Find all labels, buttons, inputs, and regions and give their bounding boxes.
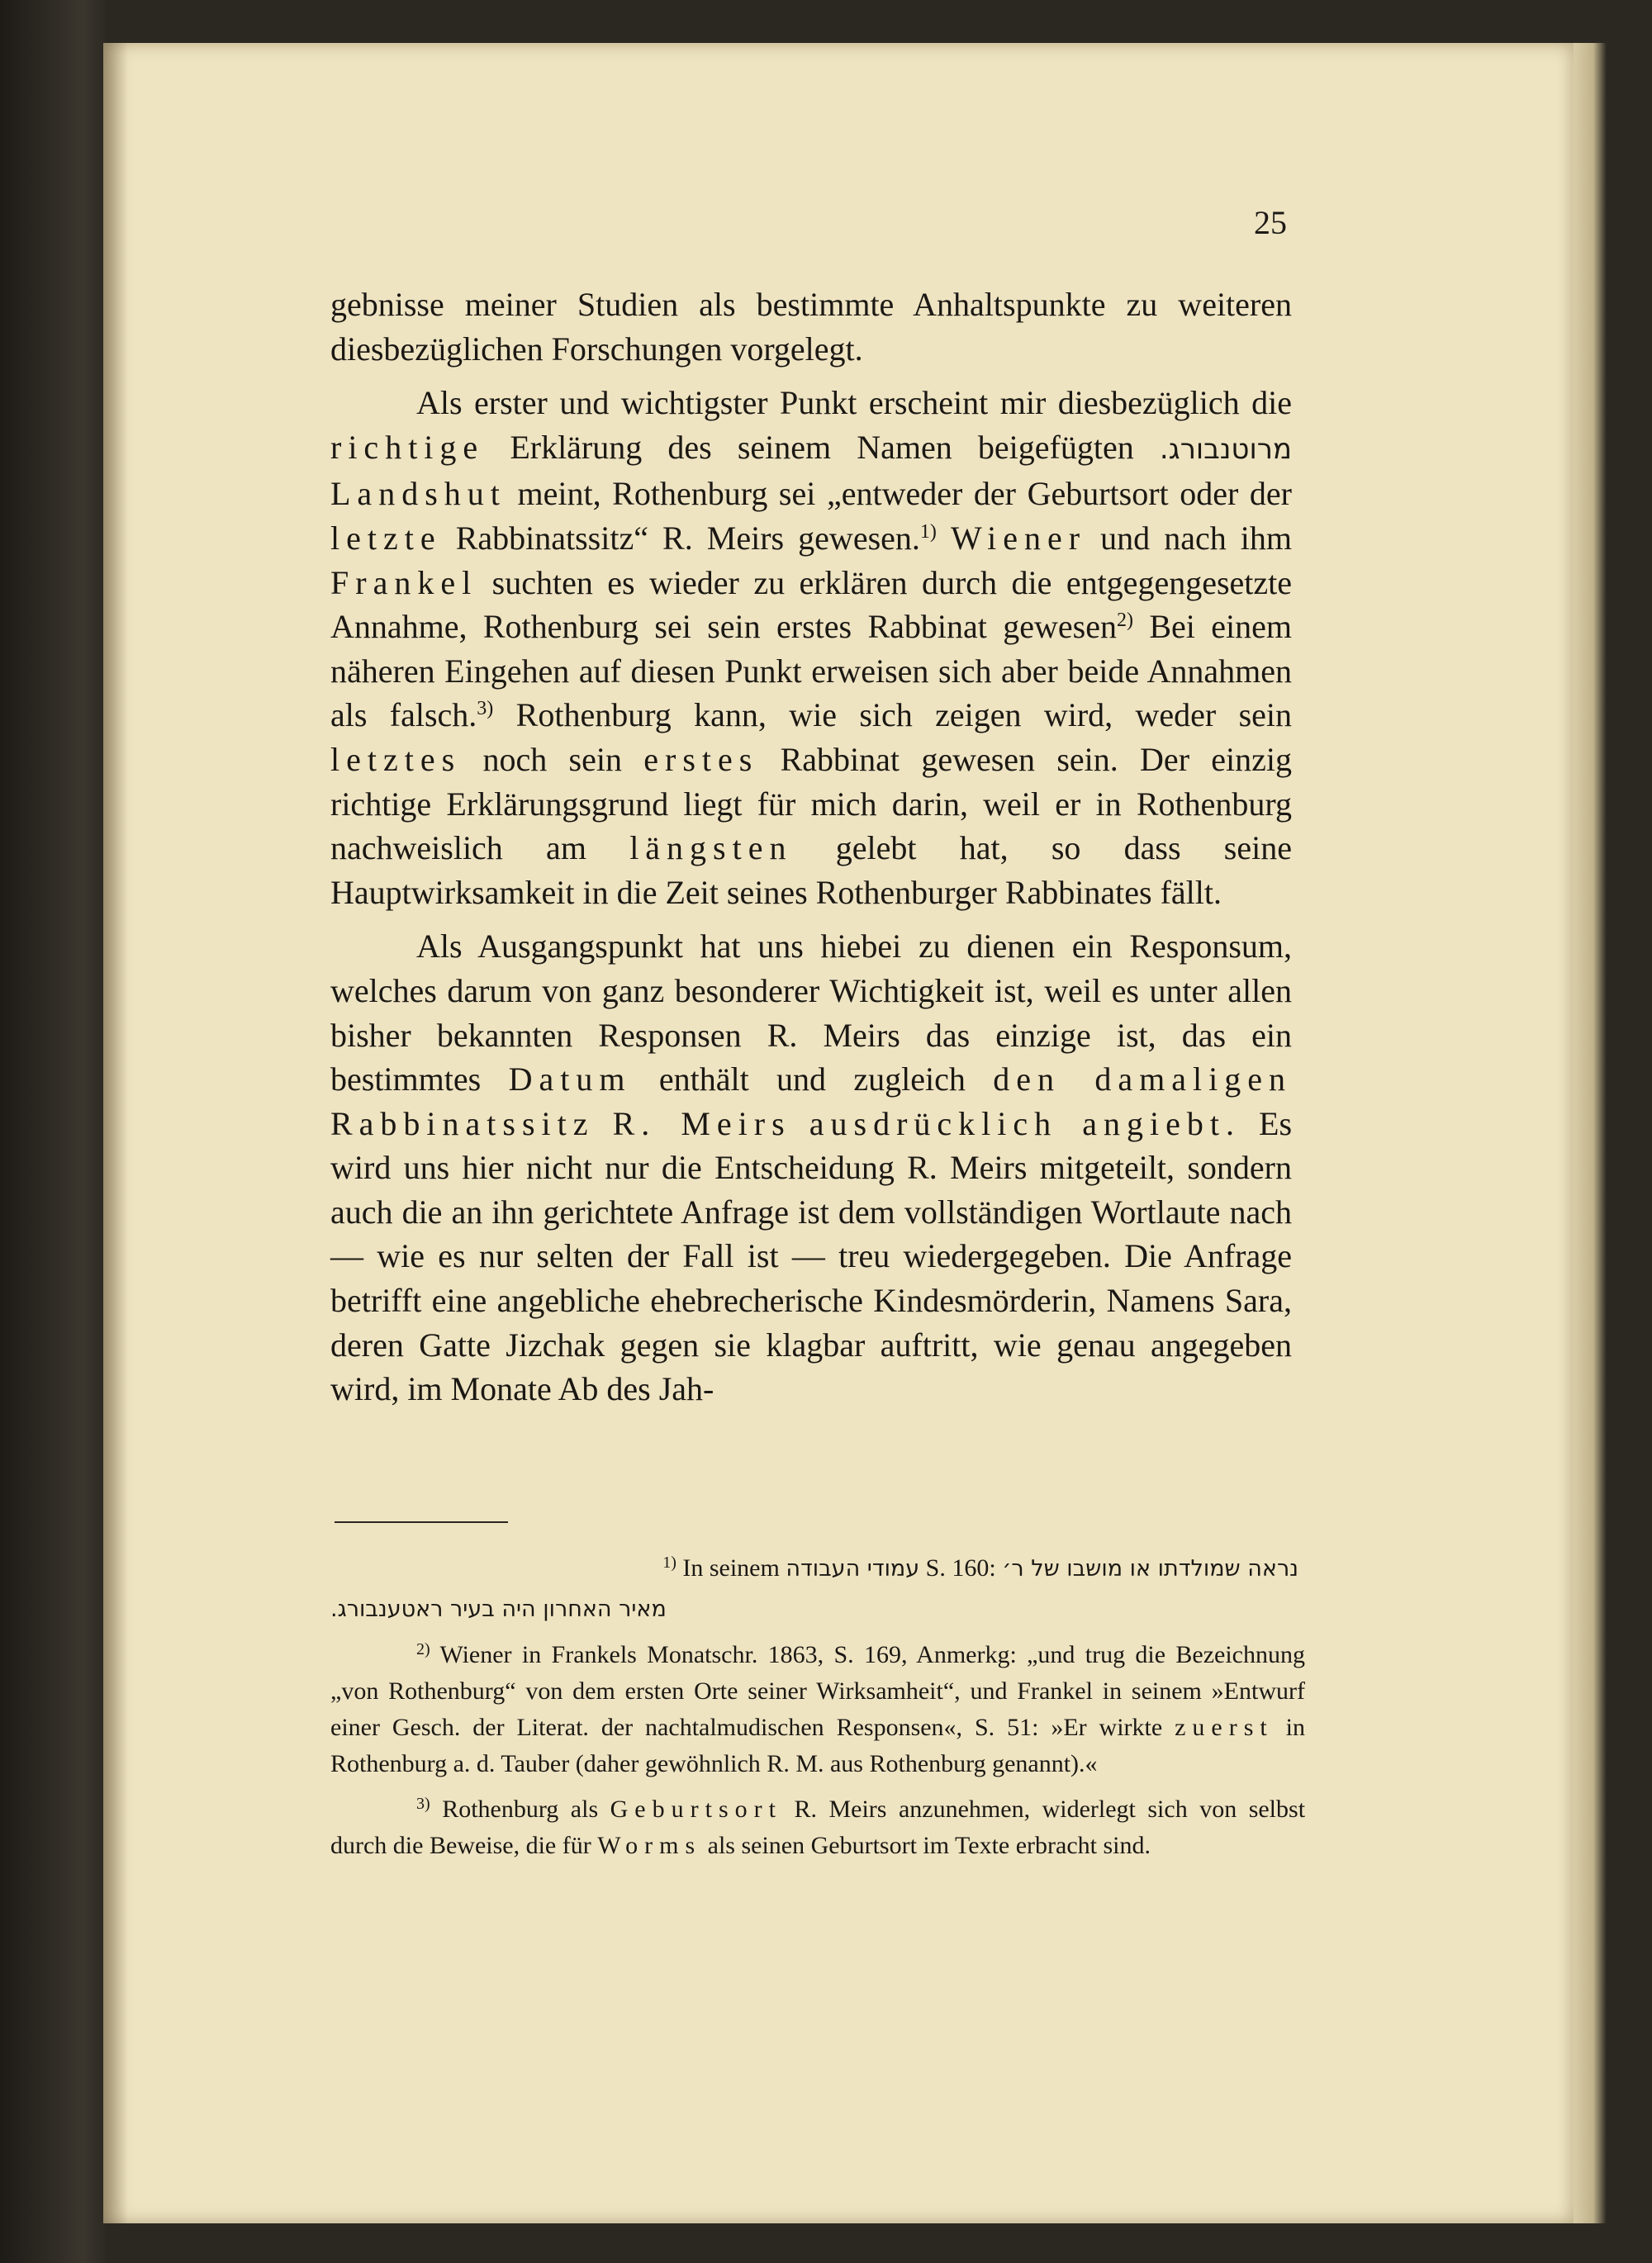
footnote-number: 2) [416, 1640, 430, 1658]
spaced-emphasis: Worms [597, 1832, 702, 1859]
footnotes [330, 1544, 1305, 1864]
spaced-emphasis: erstes [643, 740, 759, 778]
footnote-1-continued [330, 1591, 1305, 1628]
spaced-emphasis: Landshut [330, 475, 506, 513]
spaced-emphasis: längsten [629, 829, 793, 867]
spaced-emphasis: Datum [508, 1060, 632, 1098]
footnote-divider [335, 1521, 508, 1523]
footnote-ref[interactable]: 3) [477, 698, 494, 720]
footnote-1 [330, 1544, 1305, 1587]
footnote-3 [330, 1786, 1305, 1864]
hebrew-text: עמודי העבודה [786, 1556, 920, 1582]
text-run: Als erster und wichtigster Punkt erscheint mir diesbezüglich die [416, 384, 1292, 422]
spaced-emphasis: letztes [330, 740, 462, 778]
text-run: S. 160: [925, 1554, 996, 1582]
paragraph-2 [330, 381, 1292, 914]
text-run: Erklärung des seinem Namen beigefügten [510, 428, 1134, 466]
text-run: enthält und zugleich [658, 1060, 966, 1098]
text-run: meint, Rothenburg sei „entweder der Geburtsort oder der [517, 475, 1292, 513]
text-run: gelebt hat, so dass seine Hauptwirksamkeit in die Zeit seines Rothenburger Rabbinates fällt. [330, 829, 1292, 911]
text-run: Bei einem näheren Eingehen auf diesen Punkt erweisen sich aber beide Annahmen als falsch. [330, 608, 1292, 734]
text-run: als seinen Geburtsort im Texte erbracht sind. [707, 1832, 1151, 1859]
text-run: Rothenburg kann, wie sich zeigen wird, weder sein [515, 696, 1293, 734]
text-run: Rabbinat gewesen sein. Der einzig richtige Erklärungsgrund liegt für mich darin, weil er in Rothenburg nachweislich am [330, 740, 1293, 867]
spaced-emphasis: Geburtsort [610, 1796, 782, 1823]
spaced-emphasis: letzte [330, 519, 442, 557]
paragraph-3 [330, 924, 1292, 1411]
text-run: und nach ihm [1100, 519, 1293, 557]
text-run: noch sein [482, 740, 622, 778]
text-run: in Rothenburg a. d. Tauber (daher gewöhnlich R. M. aus Rothenburg genannt).« [330, 1714, 1306, 1777]
text-run: R. Meirs anzunehmen, widerlegt sich von selbst durch die Beweise, die für [330, 1796, 1306, 1859]
spaced-emphasis: ausdrücklich angiebt. [809, 1104, 1241, 1142]
text-run: Rothenburg als [442, 1796, 599, 1823]
text-run: Als Ausgangspunkt hat uns hiebei zu dienen ein Responsum, welches darum von ganz besonderer Wichtigkeit ist, weil es unter allen bisher bekannten Responsen R. Meirs das einzige ist, das ein bestimmtes [330, 927, 1292, 1098]
footnote-2 [330, 1631, 1305, 1782]
text-run: suchten es wieder zu erklären durch die entgegengesetzte Annahme, Rothenburg sei sein erstes Rabbinat gewesen [330, 563, 1293, 646]
spaced-emphasis: R. Meirs [612, 1104, 791, 1142]
text-run: gebnisse meiner Studien als bestimmte Anhaltspunkte zu weiteren diesbezüglichen Forschungen vorgelegt. [330, 286, 1292, 368]
body-text [330, 282, 1292, 1411]
hebrew-text: מאיר האחרון היה בעיר ראטענבורג. [330, 1596, 667, 1622]
text-run: Rabbinatssitz“ R. Meirs gewesen. [455, 519, 920, 557]
footnote-ref[interactable]: 2) [1116, 610, 1133, 632]
spaced-emphasis: richtige [330, 428, 485, 466]
spaced-emphasis: zuerst [1175, 1714, 1274, 1741]
footnote-ref[interactable]: 1) [919, 520, 937, 543]
paragraph-1 [330, 282, 1292, 371]
page-gutter-shadow [103, 43, 128, 2223]
hebrew-word: מרוטנבורג. [1159, 432, 1293, 466]
page-edge [1574, 43, 1607, 2223]
text-run: In seinem [682, 1554, 780, 1582]
footnote-number: 1) [662, 1554, 676, 1572]
footnote-number: 3) [416, 1795, 430, 1813]
hebrew-text: נראה שמולדתו או מושבו של ר׳ [1002, 1556, 1298, 1582]
spaced-emphasis: Frankel [330, 563, 478, 601]
text-run: Es wird uns hier nicht nur die Entscheidung R. Meirs mitgeteilt, sondern auch die an ihn gerichtete Anfrage ist dem vollständigen Wortlaute nach — wie es nur selten der Fall ist — treu wiedergegeben. Die Anfrage betrifft eine angebliche ehebrecherische Kindesmörderin, Namens Sara, deren Gatte Jizchak gegen sie klagbar auftritt, wie genau angegeben wird, im Monate Ab des Jah- [330, 1104, 1293, 1408]
spaced-emphasis: den damaligen Rabbinatssitz [330, 1060, 1293, 1142]
spaced-emphasis: Wiener [950, 519, 1087, 557]
text-run: Wiener in Frankels Monatschr. 1863, S. 169, Anmerkg: „und trug die Bezeichnung „von Rothenburg“ von dem ersten Orte seiner Wirksamheit“, und Frankel in seinem »Entwurf einer Gesch. der Literat. der nachtalmudischen Responsen«, S. 51: »Er wirkte [330, 1641, 1305, 1741]
page-number: 25 [1254, 204, 1287, 241]
